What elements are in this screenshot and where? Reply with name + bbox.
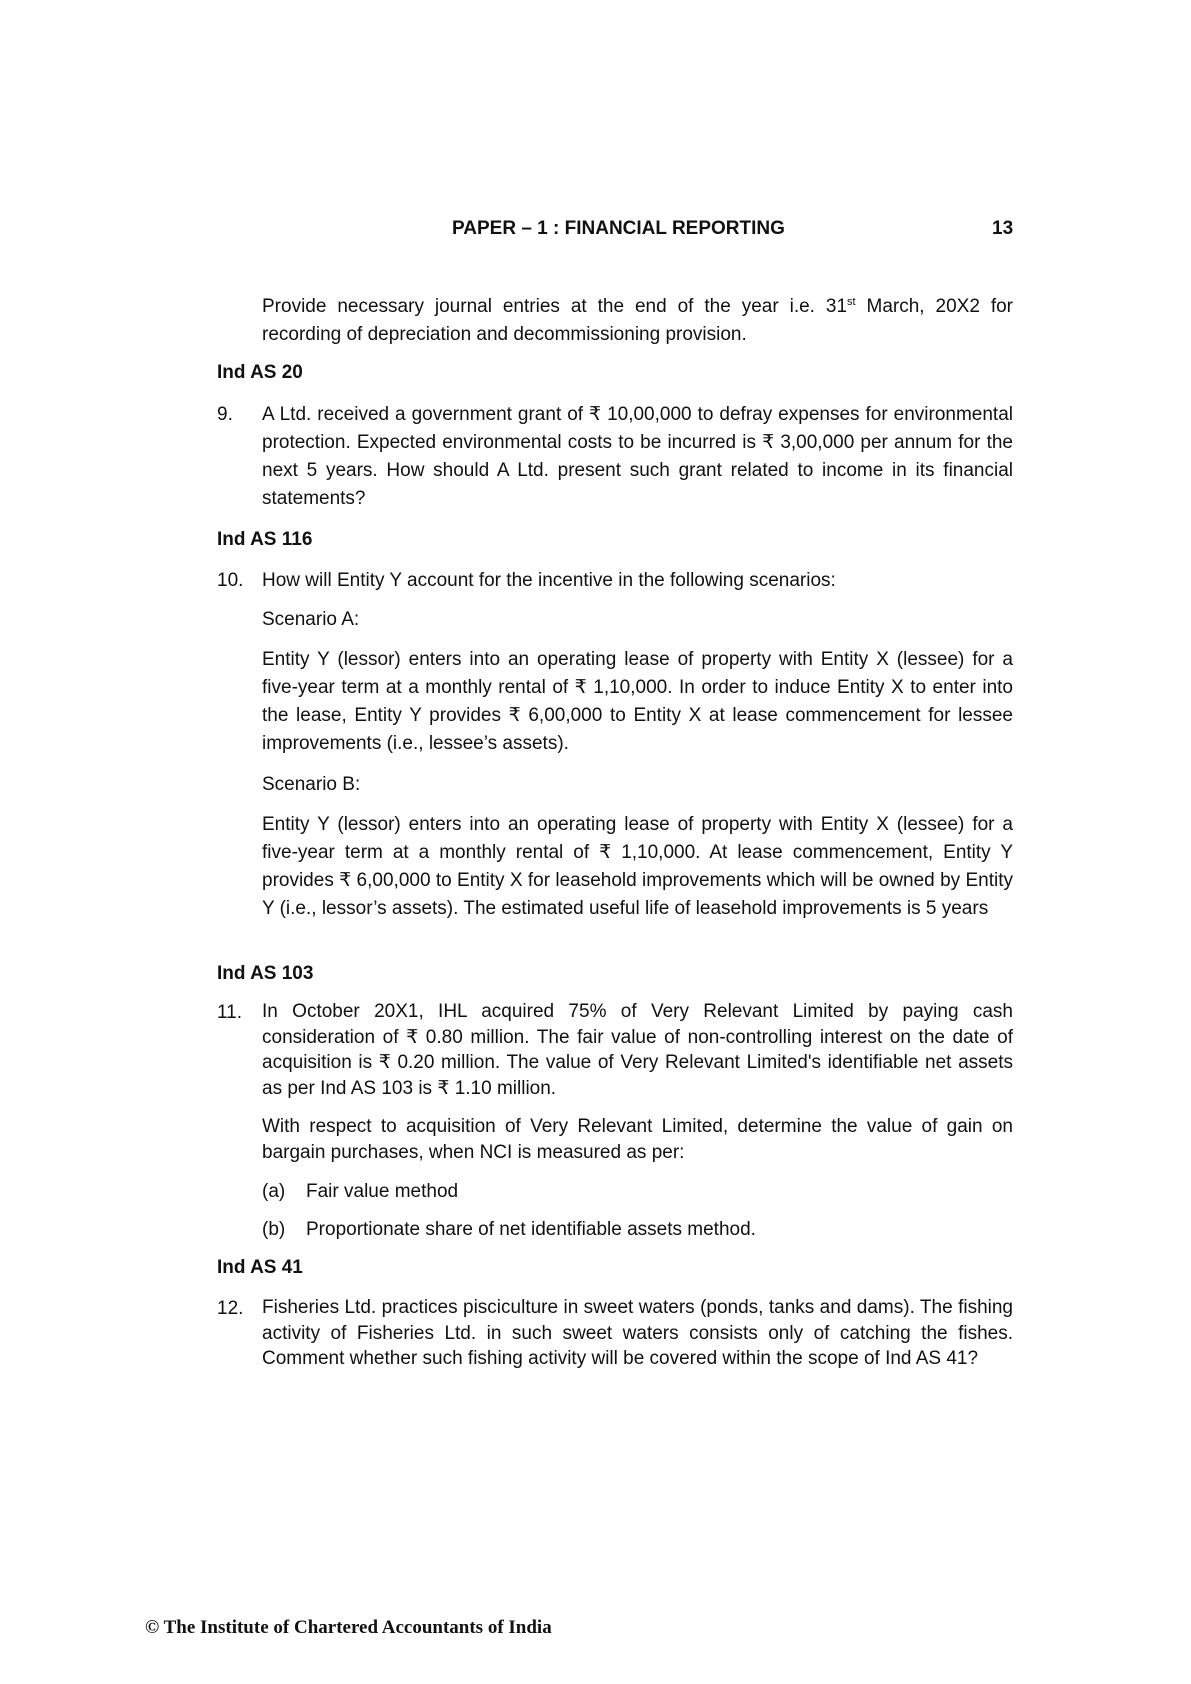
option-b-text: Proportionate share of net identifiable assets method. [306, 1219, 756, 1240]
question-number-12: 12. [217, 1298, 244, 1319]
scenario-a-label: Scenario A: [262, 609, 360, 630]
option-a-label: (a) [262, 1181, 286, 1202]
question-number-9: 9. [217, 404, 233, 425]
superscript-st: st [847, 296, 856, 308]
section-heading-ind-as-103: Ind AS 103 [217, 963, 314, 984]
section-heading-ind-as-20: Ind AS 20 [217, 362, 303, 383]
section-heading-ind-as-41: Ind AS 41 [217, 1257, 303, 1278]
scenario-b-text: Entity Y (lessor) enters into an operating lease of property with Entity X (lessee) for a five-year term at a monthly rental of ₹ 1,10,000. At lease commencement, Entity Y provides ₹ 6,00,000 to Entity X for leasehold improvements which will be owned by Entity Y (i.e., lessor’s assets). The estimated useful life of leasehold improvements is 5 years [262, 814, 1013, 919]
question-number-10: 10. [217, 570, 244, 591]
scenario-a-text: Entity Y (lessor) enters into an operating lease of property with Entity X (lessee) for a five-year term at a monthly rental of ₹ 1,10,000. In order to induce Entity X to enter into the lease, Entity Y provides ₹ 6,00,000 to Entity X at lease commencement for lessee improvements (i.e., lessee’s assets). [262, 649, 1013, 754]
question-11-text: In October 20X1, IHL acquired 75% of Very Relevant Limited by paying cash consideration of ₹ 0.80 million. The fair value of non-controlling interest on the date of acquisition is ₹ 0.20 million. The value of Very Relevant Limited's identifiable net assets as per Ind AS 103 is ₹ 1.10 million. [262, 1001, 1013, 1099]
section-heading-ind-as-116: Ind AS 116 [217, 529, 313, 550]
option-a-text: Fair value method [306, 1181, 459, 1202]
page-header [0, 218, 1191, 244]
page-footer: © The Institute of Chartered Accountants of India [145, 1617, 552, 1638]
intro-paragraph: Provide necessary journal entries at the end of the year i.e. 31st March, 20X2 for recording of depreciation and decommissioning provision. [262, 296, 1013, 345]
question-12-text: Fisheries Ltd. practices pisciculture in sweet waters (ponds, tanks and dams). The fishing activity of Fisheries Ltd. in such sweet waters consists only of catching the fishes. Comment whether such fishing activity will be covered within the scope of Ind AS 41? [262, 1297, 1013, 1369]
question-10-text: How will Entity Y account for the incentive in the following scenarios: [262, 570, 836, 591]
paper-title: PAPER – 1 : FINANCIAL REPORTING [452, 218, 785, 239]
question-9-text: A Ltd. received a government grant of ₹ 10,00,000 to defray expenses for environmental protection. Expected environmental costs to be incurred is ₹ 3,00,000 per annum for the next 5 years. How should A Ltd. present such grant related to income in its financial statements? [262, 404, 1013, 509]
option-b-label: (b) [262, 1219, 286, 1240]
question-11-text-continued: With respect to acquisition of Very Relevant Limited, determine the value of gain on bargain purchases, when NCI is measured as per: [262, 1116, 1013, 1163]
page-number: 13 [992, 218, 1014, 239]
question-number-11: 11. [217, 1002, 243, 1023]
scenario-b-label: Scenario B: [262, 774, 361, 795]
